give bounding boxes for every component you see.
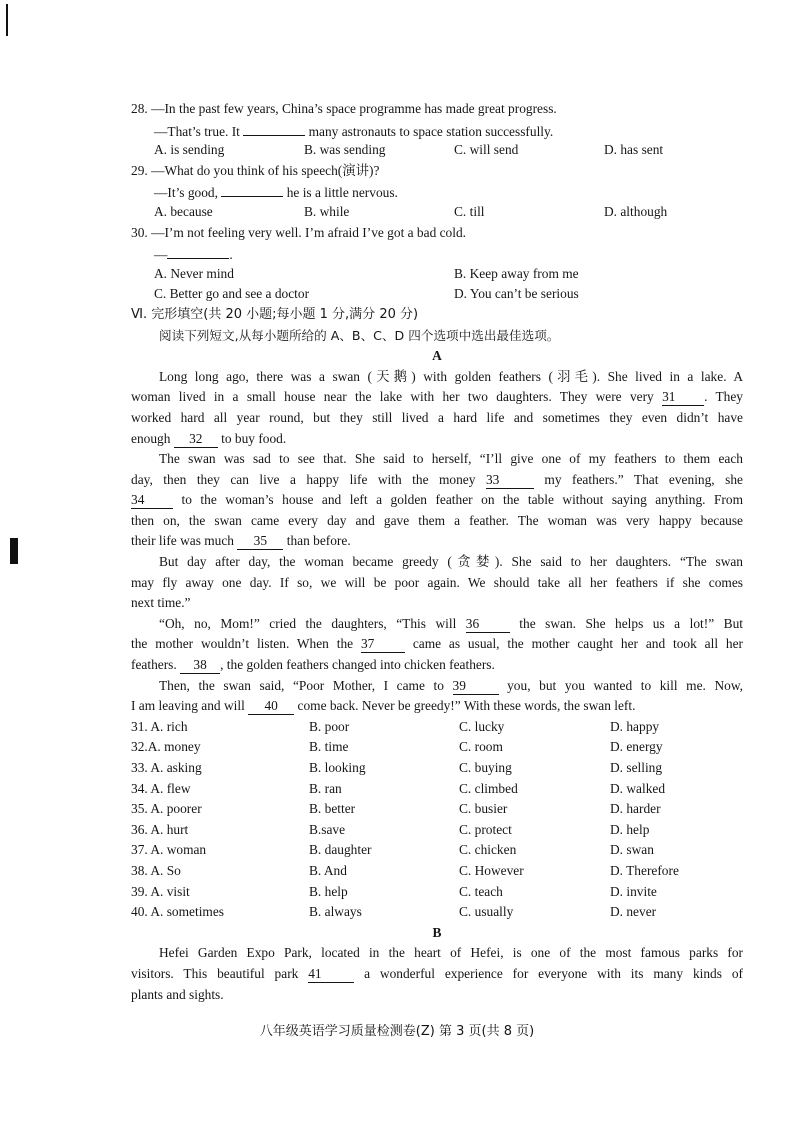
option: 34. A. flew: [131, 780, 191, 796]
passage-b-heading: B: [432, 924, 442, 940]
q30-options-row1: [131, 264, 743, 285]
answer-blank: [167, 243, 229, 259]
q28-options: [131, 140, 743, 161]
q28-response: —That’s true. It many astronauts to space station successfully.: [131, 120, 743, 141]
answer-row: [131, 779, 743, 800]
section-instruction: 阅读下列短文,从每小题所给的 A、B、C、D 四个选项中选出最佳选项。: [159, 327, 560, 343]
passage-line: visitors. This beautiful park 41 a wonderful experience for everyone with its many kinds of: [131, 965, 743, 981]
option: 37. A. woman: [131, 842, 207, 858]
option: C. will send: [454, 142, 519, 158]
blank-35: 35: [237, 533, 283, 550]
answer-row: [131, 882, 743, 903]
passage-line: plants and sights.: [131, 986, 224, 1002]
option: C. till: [454, 203, 485, 219]
blank-39: 39: [453, 678, 499, 695]
answer-row: [131, 737, 743, 758]
passage-line: then on, the swan came every day and gave them a feather. The woman was very happy because: [131, 512, 743, 528]
option: D. swan: [610, 842, 654, 858]
blank-41: 41: [308, 966, 354, 983]
answer-choices: [131, 717, 743, 923]
option: D. energy: [610, 739, 663, 755]
passage-line: may fly away one day. If so, we will be poor again. We should take all her feathers if she comes: [131, 574, 743, 590]
passage-line: Then, the swan said, “Poor Mother, I came to 39 you, but you wanted to kill me. Now,: [159, 677, 743, 693]
option: 35. A. poorer: [131, 801, 202, 817]
option: C. However: [459, 862, 524, 878]
option: B. looking: [309, 760, 366, 775]
option: D. has sent: [604, 142, 664, 158]
answer-row: [131, 799, 743, 820]
page-footer: 八年级英语学习质量检测卷(Z) 第 3 页(共 8 页): [259, 1024, 535, 1039]
option: D. happy: [610, 718, 660, 734]
passage-line: But day after day, the woman became greedy (贪婪). She said to her daughters. “The swan: [159, 554, 743, 570]
answer-row: [131, 902, 743, 923]
option: B. help: [309, 883, 348, 899]
option: D. Therefore: [610, 862, 679, 878]
option: C. room: [459, 739, 503, 755]
option: D. invite: [610, 883, 657, 899]
option: 33. A. asking: [131, 760, 202, 775]
option: B. always: [309, 904, 362, 920]
q29-options: [131, 202, 743, 223]
option: C. busier: [459, 801, 508, 817]
scan-edge-mark: [6, 4, 8, 36]
option: C. Better go and see a doctor: [154, 286, 310, 302]
option: C. buying: [459, 760, 512, 775]
option: B. time: [309, 739, 349, 755]
blank-40: 40: [248, 698, 294, 715]
answer-row: [131, 820, 743, 841]
answer-blank: [243, 120, 305, 136]
blank-34: 34: [131, 492, 173, 509]
blank-36: 36: [466, 616, 510, 633]
passage-line: next time.”: [131, 595, 191, 611]
passage-line: woman lived in a small house near the lake with her two daughters. They were very 31 . They: [131, 389, 743, 405]
option: B.save: [309, 821, 346, 837]
option: B. And: [309, 862, 347, 878]
section-title: Ⅵ. 完形填空(共 20 小题;每小题 1 分,满分 20 分): [131, 306, 419, 322]
option: C. climbed: [459, 780, 518, 796]
option: B. daughter: [309, 842, 372, 858]
option: D. harder: [610, 801, 661, 817]
option: 38. A. So: [131, 862, 181, 878]
option: D. You can’t be serious: [454, 286, 579, 302]
option: D. selling: [610, 760, 663, 775]
passage-line: “Oh, no, Mom!” cried the daughters, “This will 36 the swan. She helps us a lot!” But: [159, 615, 743, 631]
passage-line: feathers. 38 , the golden feathers changed into chicken feathers.: [131, 657, 495, 673]
option: C. lucky: [459, 718, 505, 734]
passage-a-heading: A: [432, 348, 442, 364]
option: C. usually: [459, 904, 514, 920]
binding-mark: [10, 538, 18, 564]
passage-line: worked hard all year round, but they still lived a hard life and sometimes they even didn’t have: [131, 409, 743, 425]
passage-line: their life was much 35 than before.: [131, 533, 351, 549]
answer-row: [131, 840, 743, 861]
blank-33: 33: [486, 472, 534, 489]
option: D. walked: [610, 780, 666, 796]
q30-stem: 30. —I’m not feeling very well. I’m afraid I’ve got a bad cold.: [131, 224, 467, 240]
q29-response: —It’s good, he is a little nervous.: [131, 181, 743, 202]
passage-line: Long long ago, there was a swan (天鹅) with golden feathers (羽毛). She lived in a lake. A: [159, 368, 743, 384]
option: 32.A. money: [131, 739, 201, 755]
blank-32: 32: [174, 431, 218, 448]
option: B. while: [304, 203, 350, 219]
q30-response: — .: [131, 243, 743, 264]
option: C. protect: [459, 821, 512, 837]
answer-blank: [221, 181, 283, 197]
option: B. was sending: [304, 142, 386, 158]
option: D. although: [604, 203, 668, 219]
option: B. better: [309, 801, 356, 817]
passage-line: the mother wouldn’t listen. When the 37 came as usual, the mother caught her and took all her: [131, 636, 743, 652]
passage-line: enough 32 to buy food.: [131, 430, 287, 446]
option: B. Keep away from me: [454, 265, 579, 281]
passage-line: I am leaving and will 40 come back. Never be greedy!” With these words, the swan left.: [131, 698, 636, 714]
option: A. because: [154, 203, 213, 219]
option: A. Never mind: [154, 265, 234, 281]
blank-38: 38: [180, 657, 220, 674]
answer-row: [131, 758, 743, 779]
option: 40. A. sometimes: [131, 904, 224, 920]
option: 39. A. visit: [131, 883, 190, 899]
exam-content: [131, 99, 743, 1005]
passage-line: 34 to the woman’s house and left a golden feather on the table without saying anything. From: [131, 492, 744, 508]
passage-line: The swan was sad to see that. She said to herself, “I’ll give one of my feathers to them each: [159, 451, 743, 467]
answer-row: [131, 861, 743, 882]
option: 31. A. rich: [131, 718, 188, 734]
option: D. help: [610, 821, 650, 837]
q29-stem: 29. —What do you think of his speech(演讲)?: [131, 162, 380, 178]
q30-options-row2: [131, 284, 743, 305]
passage-line: day, then they can live a happy life with the money 33 my feathers.” That evening, she: [131, 471, 743, 487]
option: A. is sending: [154, 142, 225, 158]
q28-stem: 28. —In the past few years, China’s space programme has made great progress.: [131, 101, 557, 116]
option: D. never: [610, 904, 657, 920]
option: C. chicken: [459, 842, 517, 858]
option: B. ran: [309, 780, 342, 796]
passage-line: Hefei Garden Expo Park, located in the heart of Hefei, is one of the most famous parks for: [159, 945, 743, 961]
answer-row: [131, 717, 743, 738]
option: C. teach: [459, 883, 503, 899]
blank-31: 31: [662, 389, 704, 406]
blank-37: 37: [361, 636, 405, 653]
option: B. poor: [309, 718, 350, 734]
option: 36. A. hurt: [131, 821, 189, 837]
